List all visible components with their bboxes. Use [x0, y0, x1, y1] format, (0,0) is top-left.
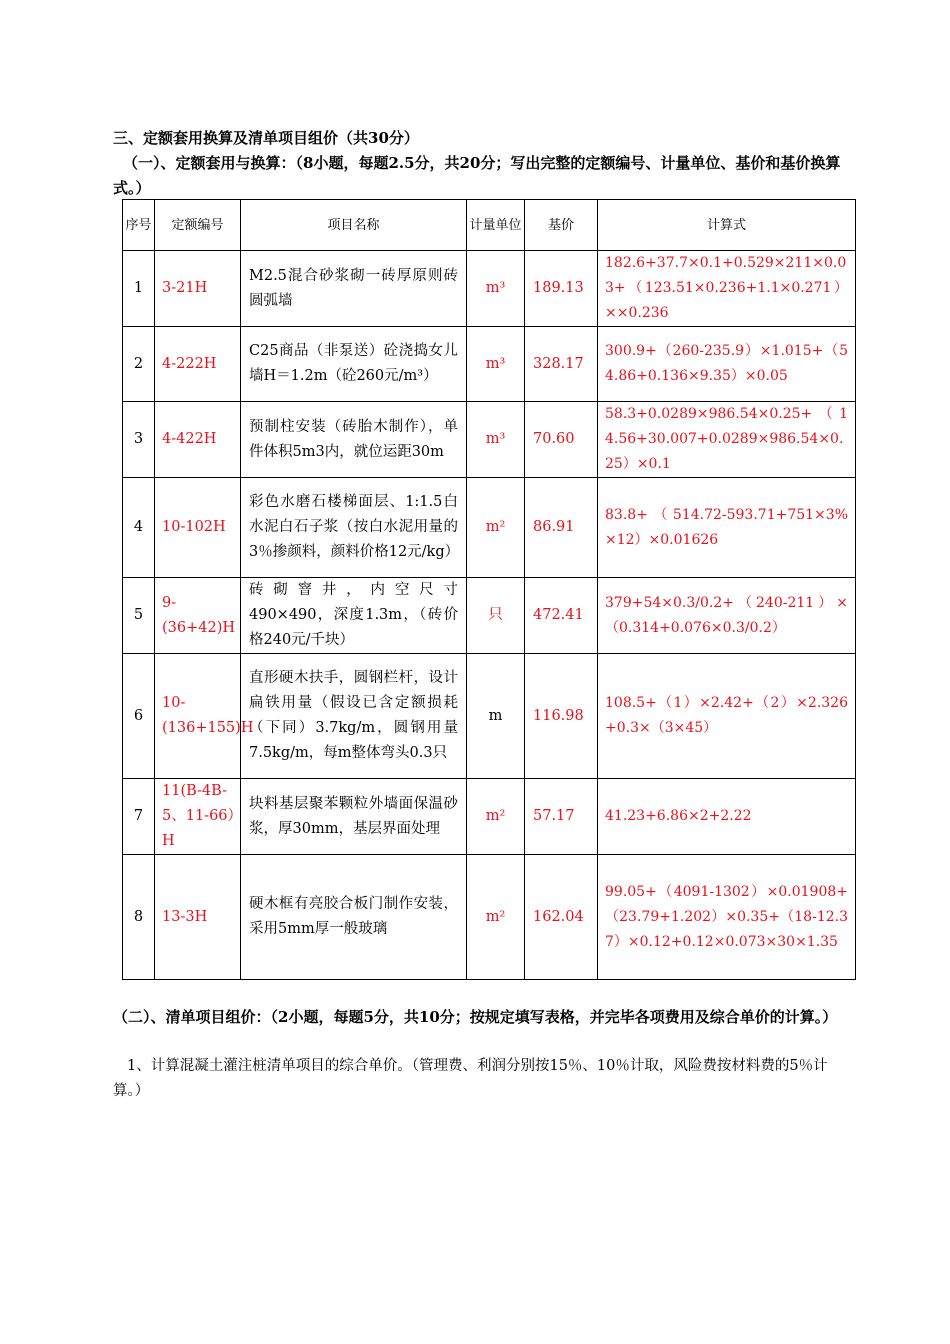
row-base: 472.41: [525, 578, 598, 654]
table-row: [123, 779, 856, 855]
row-base: 116.98: [525, 654, 598, 779]
row-base: 86.91: [525, 478, 598, 578]
row-code: 3-21H: [155, 251, 241, 327]
section-title: 三、定额套用换算及清单项目组价（共30分）: [113, 129, 419, 147]
row-code: 9-(36+42)H: [155, 578, 241, 654]
row-unit: m²: [467, 855, 525, 980]
table-header-row: [123, 200, 856, 251]
row-no: 6: [123, 654, 155, 779]
row-formula: 83.8+（514.72-593.71+751×3%×12）×0.01626: [598, 478, 856, 578]
row-no: 5: [123, 578, 155, 654]
row-name: 彩色水磨石楼梯面层、1:1.5白水泥白石子浆（按白水泥用量的3％掺颜料，颜料价格12元/kg）: [241, 478, 467, 578]
row-formula: 99.05+（4091-1302）×0.01908+（23.79+1.202）×0.35+（18-12.37）×0.12+0.12×0.073×30×1.35: [598, 855, 856, 980]
row-name: 直形硬木扶手，圆钢栏杆，设计扁铁用量（假设已含定额损耗（下同）3.7kg/m，圆钢用量7.5kg/m，每m整体弯头0.3只: [241, 654, 467, 779]
row-unit: m²: [467, 478, 525, 578]
row-no: 7: [123, 779, 155, 855]
row-code: 13-3H: [155, 855, 241, 980]
header-name: 项目名称: [241, 200, 467, 251]
row-unit: 只: [467, 578, 525, 654]
row-base: 57.17: [525, 779, 598, 855]
row-unit: m²: [467, 779, 525, 855]
table-row: [123, 402, 856, 478]
row-code: 11(B-4B-5、11-66）H: [155, 779, 241, 855]
header-no: 序号: [123, 200, 155, 251]
row-code: 4-422H: [155, 402, 241, 478]
row-formula: 41.23+6.86×2+2.22: [598, 779, 856, 855]
row-base: 162.04: [525, 855, 598, 980]
row-name: C25商品（非泵送）砼浇捣女儿墙H＝1.2m（砼260元/m³）: [241, 327, 467, 402]
row-name: 硬木框有亮胶合板门制作安装，采用5mm厚一般玻璃: [241, 855, 467, 980]
row-unit: m³: [467, 251, 525, 327]
row-name: 砖砌窨井，内空尺寸490×490，深度1.3m，（砖价格240元/千块）: [241, 578, 467, 654]
table-row: [123, 478, 856, 578]
row-no: 8: [123, 855, 155, 980]
row-formula: 300.9+（260-235.9）×1.015+（54.86+0.136×9.35）×0.05: [598, 327, 856, 402]
row-code: 10-(136+155)H: [155, 654, 241, 779]
table-row: [123, 855, 856, 980]
quota-table: [122, 199, 856, 980]
row-name: 预制柱安装（砖胎木制作），单件体积5m3内，就位运距30m: [241, 402, 467, 478]
row-formula: 182.6+37.7×0.1+0.529×211×0.03+（123.51×0.236+1.1×0.271）××0.236: [598, 251, 856, 327]
header-base: 基价: [525, 200, 598, 251]
row-base: 70.60: [525, 402, 598, 478]
row-unit: m³: [467, 402, 525, 478]
row-formula: 379+54×0.3/0.2+（240-211）×（0.314+0.076×0.3/0.2）: [598, 578, 856, 654]
part2-question-1: 1、计算混凝土灌注桩清单项目的综合单价。（管理费、利润分别按15％、10％计取，风险费按材料费的5％计算。）: [113, 1058, 828, 1099]
part1-title: （一）、定额套用与换算：（8小题，每题2.5分，共20分；写出完整的定额编号、计量单位、基价和基价换算式。）: [113, 154, 841, 197]
row-no: 4: [123, 478, 155, 578]
table-row: [123, 251, 856, 327]
table-row: [123, 578, 856, 654]
table-row: [123, 327, 856, 402]
row-no: 1: [123, 251, 155, 327]
row-name: M2.5混合砂浆砌一砖厚原则砖圆弧墙: [241, 251, 467, 327]
header-code: 定额编号: [155, 200, 241, 251]
row-formula: 58.3+0.0289×986.54×0.25+（14.56+30.007+0.0289×986.54×0.25）×0.1: [598, 402, 856, 478]
table-row: [123, 654, 856, 779]
part2-title: （二）、清单项目组价：（2小题，每题5分，共10分；按规定填写表格，并完毕各项费用及综合单价的计算。）: [113, 1008, 838, 1026]
row-formula: 108.5+（1）×2.42+（2）×2.326+0.3×（3×45）: [598, 654, 856, 779]
row-no: 2: [123, 327, 155, 402]
row-code: 10-102H: [155, 478, 241, 578]
row-no: 3: [123, 402, 155, 478]
header-unit: 计量单位: [467, 200, 525, 251]
row-unit: m: [467, 654, 525, 779]
row-name: 块料基层聚苯颗粒外墙面保温砂浆，厚30mm，基层界面处理: [241, 779, 467, 855]
header-formula: 计算式: [598, 200, 856, 251]
row-base: 328.17: [525, 327, 598, 402]
row-base: 189.13: [525, 251, 598, 327]
row-unit: m³: [467, 327, 525, 402]
row-code: 4-222H: [155, 327, 241, 402]
